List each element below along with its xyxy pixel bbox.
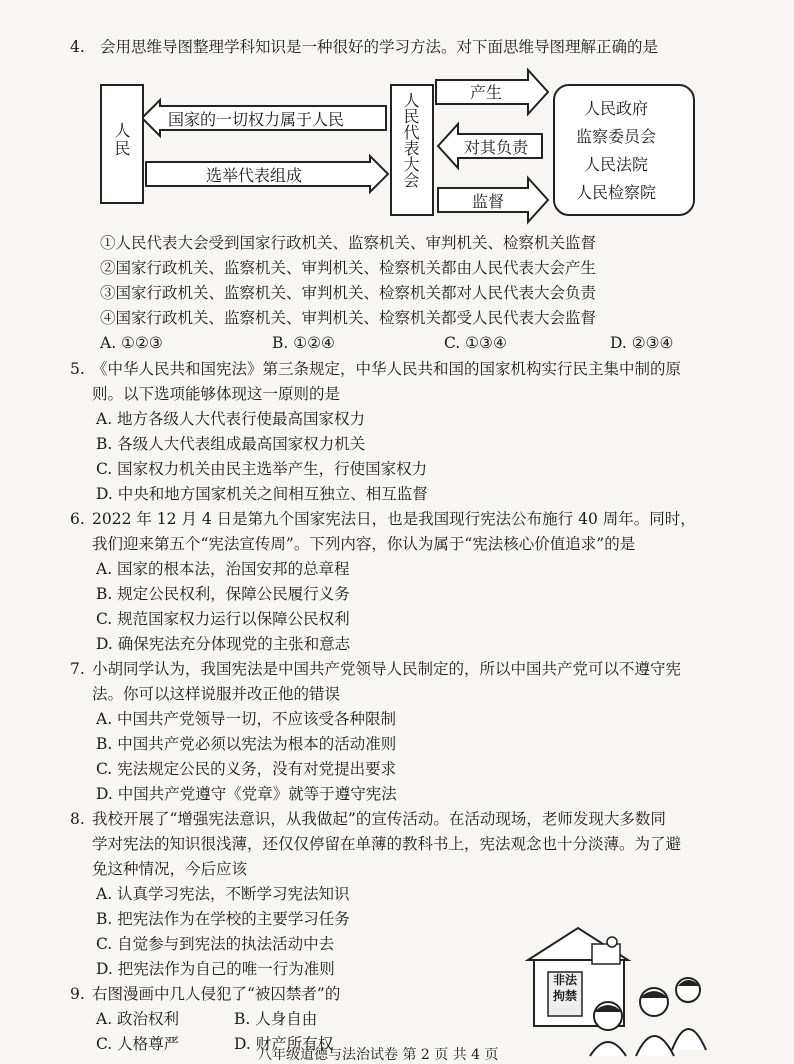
question-stem: 法。你可以这样说服并改正他的错误 [92,685,341,703]
cartoon-illustration [508,920,708,1060]
option-c: C. 国家权力机关由民主选举产生，行使国家权力 [96,460,428,478]
option-c: C. ①③④ [444,334,507,352]
congress-label: 人民代表大会 [401,92,420,188]
question-stem: 则。以下选项能够体现这一原则的是 [92,385,341,403]
supervise-label: 监督 [472,192,505,211]
organ-government: 人民政府 [584,99,649,118]
question-number: 7. [70,660,85,678]
elect-label: 选举代表组成 [206,166,303,185]
option-b: B. ①②④ [272,334,335,352]
statement-1: ①人民代表大会受到国家行政机关、监察机关、审判机关、检察机关监督 [100,234,597,252]
option-c: C. 人格尊严 [96,1035,180,1053]
option-d: D. 中国共产党遵守《党章》就等于遵守宪法 [96,785,397,803]
option-d: D. 财产所有权 [234,1035,334,1053]
question-stem: 免这种情况，今后应该 [92,860,248,878]
cartoon-drawing [508,920,708,1060]
option-d: D. 中央和地方国家机关之间相互独立、相互监督 [96,485,428,503]
option-d: D. 把宪法作为自己的唯一行为准则 [96,960,335,978]
cartoon-sign [548,972,582,1004]
option-b: B. 各级人大代表组成最高国家权力机关 [96,435,366,453]
cartoon-sign-line-1: 非法 [552,973,577,987]
statement-2: ②国家行政机关、监察机关、审判机关、检察机关都由人民代表大会产生 [100,259,597,277]
question-stem: 《中华人民共和国宪法》第三条规定，中华人民共和国的国家机构实行民主集中制的原 [92,360,682,378]
option-d: D. 确保宪法充分体现党的主张和意志 [96,635,351,653]
question-number: 5. [70,360,85,378]
option-a: A. 中国共产党领导一切，不应该受各种限制 [96,710,397,728]
option-a: A. 认真学习宪法，不断学习宪法知识 [96,885,350,903]
organ-court: 人民法院 [584,155,649,174]
question-stem: 会用思维导图整理学科知识是一种很好的学习方法。对下面思维导图理解正确的是 [100,38,659,56]
option-c: C. 宪法规定公民的义务，没有对党提出要求 [96,760,397,778]
statement-4: ④国家行政机关、监察机关、审判机关、检察机关都受人民代表大会监督 [100,309,597,327]
page-footer: 八年级道德与法治试卷 第 2 页 共 4 页 [258,1047,499,1063]
option-b: B. 人身自由 [234,1010,318,1028]
people-label: 人民 [112,122,131,158]
option-d: D. ②③④ [610,334,674,352]
option-b: B. 中国共产党必须以宪法为根本的活动准则 [96,735,397,753]
organ-supervision: 监察委员会 [576,127,657,146]
question-stem: 我们迎来第五个“宪法宣传周”。下列内容，你认为属于“宪法核心价值追求”的是 [92,535,636,553]
question-number: 4. [70,38,85,56]
option-b: B. 规定公民权利，保障公民履行义务 [96,585,350,603]
question-number: 9. [70,985,85,1003]
option-a: A. ①②③ [100,334,163,352]
question-stem: 学对宪法的知识很浅薄，还仅仅停留在单薄的教科书上，宪法观念也十分淡薄。为了避 [92,835,682,853]
option-a: A. 国家的根本法，治国安邦的总章程 [96,560,350,578]
question-stem: 小胡同学认为，我国宪法是中国共产党领导人民制定的，所以中国共产党可以不遵守宪 [92,660,682,678]
question-number: 6. [70,510,85,528]
option-a: A. 地方各级人大代表行使最高国家权力 [96,410,366,428]
produce-label: 产生 [470,83,503,102]
responsible-label: 对其负责 [464,138,529,157]
statement-3: ③国家行政机关、监察机关、审判机关、检察机关都对人民代表大会负责 [100,284,597,302]
question-stem: 2022 年 12 月 4 日是第九个国家宪法日，也是我国现行宪法公布施行 40 周年。同时， [92,510,696,528]
option-c: C. 规范国家权力运行以保障公民权利 [96,610,350,628]
power-belongs-label: 国家的一切权力属于人民 [168,110,345,129]
option-a: A. 政治权利 [96,1010,180,1028]
question-stem: 右图漫画中几人侵犯了“被囚禁者”的 [92,985,341,1003]
organ-procuratorate: 人民检察院 [576,183,657,202]
option-c: C. 自觉参与到宪法的执法活动中去 [96,935,335,953]
question-number: 8. [70,810,85,828]
cartoon-sign-line-2: 拘禁 [552,989,577,1003]
option-b: B. 把宪法作为在学校的主要学习任务 [96,910,350,928]
question-stem: 我校开展了“增强宪法意识，从我做起”的宣传活动。在活动现场，老师发现大多数同 [92,810,666,828]
